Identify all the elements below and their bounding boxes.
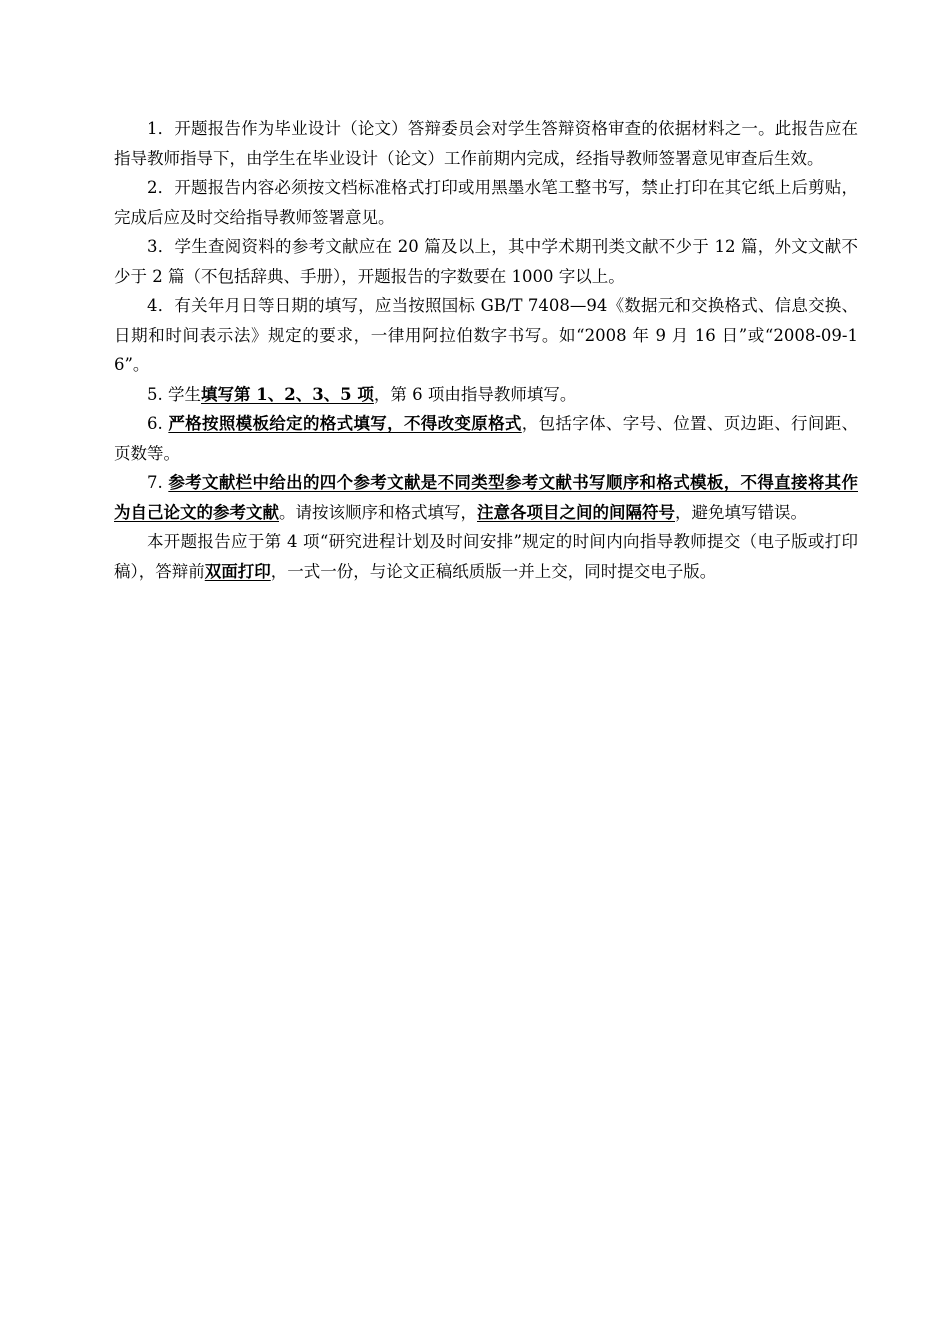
note-5-text: 5. 学生 <box>147 384 201 404</box>
note-3 <box>114 232 858 291</box>
note-6-emphasis: 严格按照模板给定的格式填写，不得改变原格式 <box>168 414 522 433</box>
note-6 <box>114 409 858 468</box>
note-7-emphasis-2: 注意各项目之间的间隔符号 <box>477 502 675 522</box>
note-7-emphasis: 参考文献栏中给出的四个参考文献是不同类型参考文献书写顺序和格式模板，不得直接将其作为自己论文的参考文献 <box>114 473 858 522</box>
note-2 <box>114 173 858 232</box>
note-5-text-tail: ，第 6 项由指导教师填写。 <box>373 384 577 404</box>
note-8 <box>114 527 858 586</box>
note-4-text: 4．有关年月日等日期的填写，应当按照国标 GB/T 7408—94《数据元和交换格式、信息交换、日期和时间表示法》规定的要求，一律用阿拉伯数字书写。如“2008 年 9 月 16 日”或“2008-09-16”。 <box>114 296 858 374</box>
note-3-text: 3．学生查阅资料的参考文献应在 20 篇及以上，其中学术期刊类文献不少于 12 篇，外文文献不少于 2 篇（不包括辞典、手册），开题报告的字数要在 1000 字以上。 <box>114 237 858 286</box>
note-8-text: 本开题报告应于第 4 项“研究进程计划及时间安排”规定的时间内向指导教师提交（电子版或打印稿），答辩前 <box>114 532 858 581</box>
note-7 <box>114 468 858 527</box>
note-8-text-tail: ，一式一份，与论文正稿纸质版一并上交，同时提交电子版。 <box>270 561 717 581</box>
note-5 <box>114 380 858 410</box>
note-1-text: 1．开题报告作为毕业设计（论文）答辩委员会对学生答辩资格审查的依据材料之一。此报告应在指导教师指导下，由学生在毕业设计（论文）工作前期内完成，经指导教师签署意见审查后生效。 <box>114 119 858 168</box>
note-7-text-tail: ，避免填写错误。 <box>675 502 807 522</box>
note-1 <box>114 114 858 173</box>
note-7-text: 7. <box>147 473 169 492</box>
note-6-text: 6. <box>147 414 169 433</box>
note-7-text-mid: 。请按该顺序和格式填写， <box>279 502 477 522</box>
note-8-emphasis: 双面打印 <box>204 561 271 581</box>
note-2-text: 2．开题报告内容必须按文档标准格式打印或用黑墨水笔工整书写，禁止打印在其它纸上后剪贴，完成后应及时交给指导教师签署意见。 <box>114 178 858 227</box>
note-4 <box>114 291 858 380</box>
note-6-text-tail: ，包括字体、字号、位置、页边距、行间距、页数等。 <box>114 414 859 463</box>
instructions-page <box>114 114 858 586</box>
note-5-emphasis: 填写第 1、2、3、5 项 <box>201 384 374 404</box>
